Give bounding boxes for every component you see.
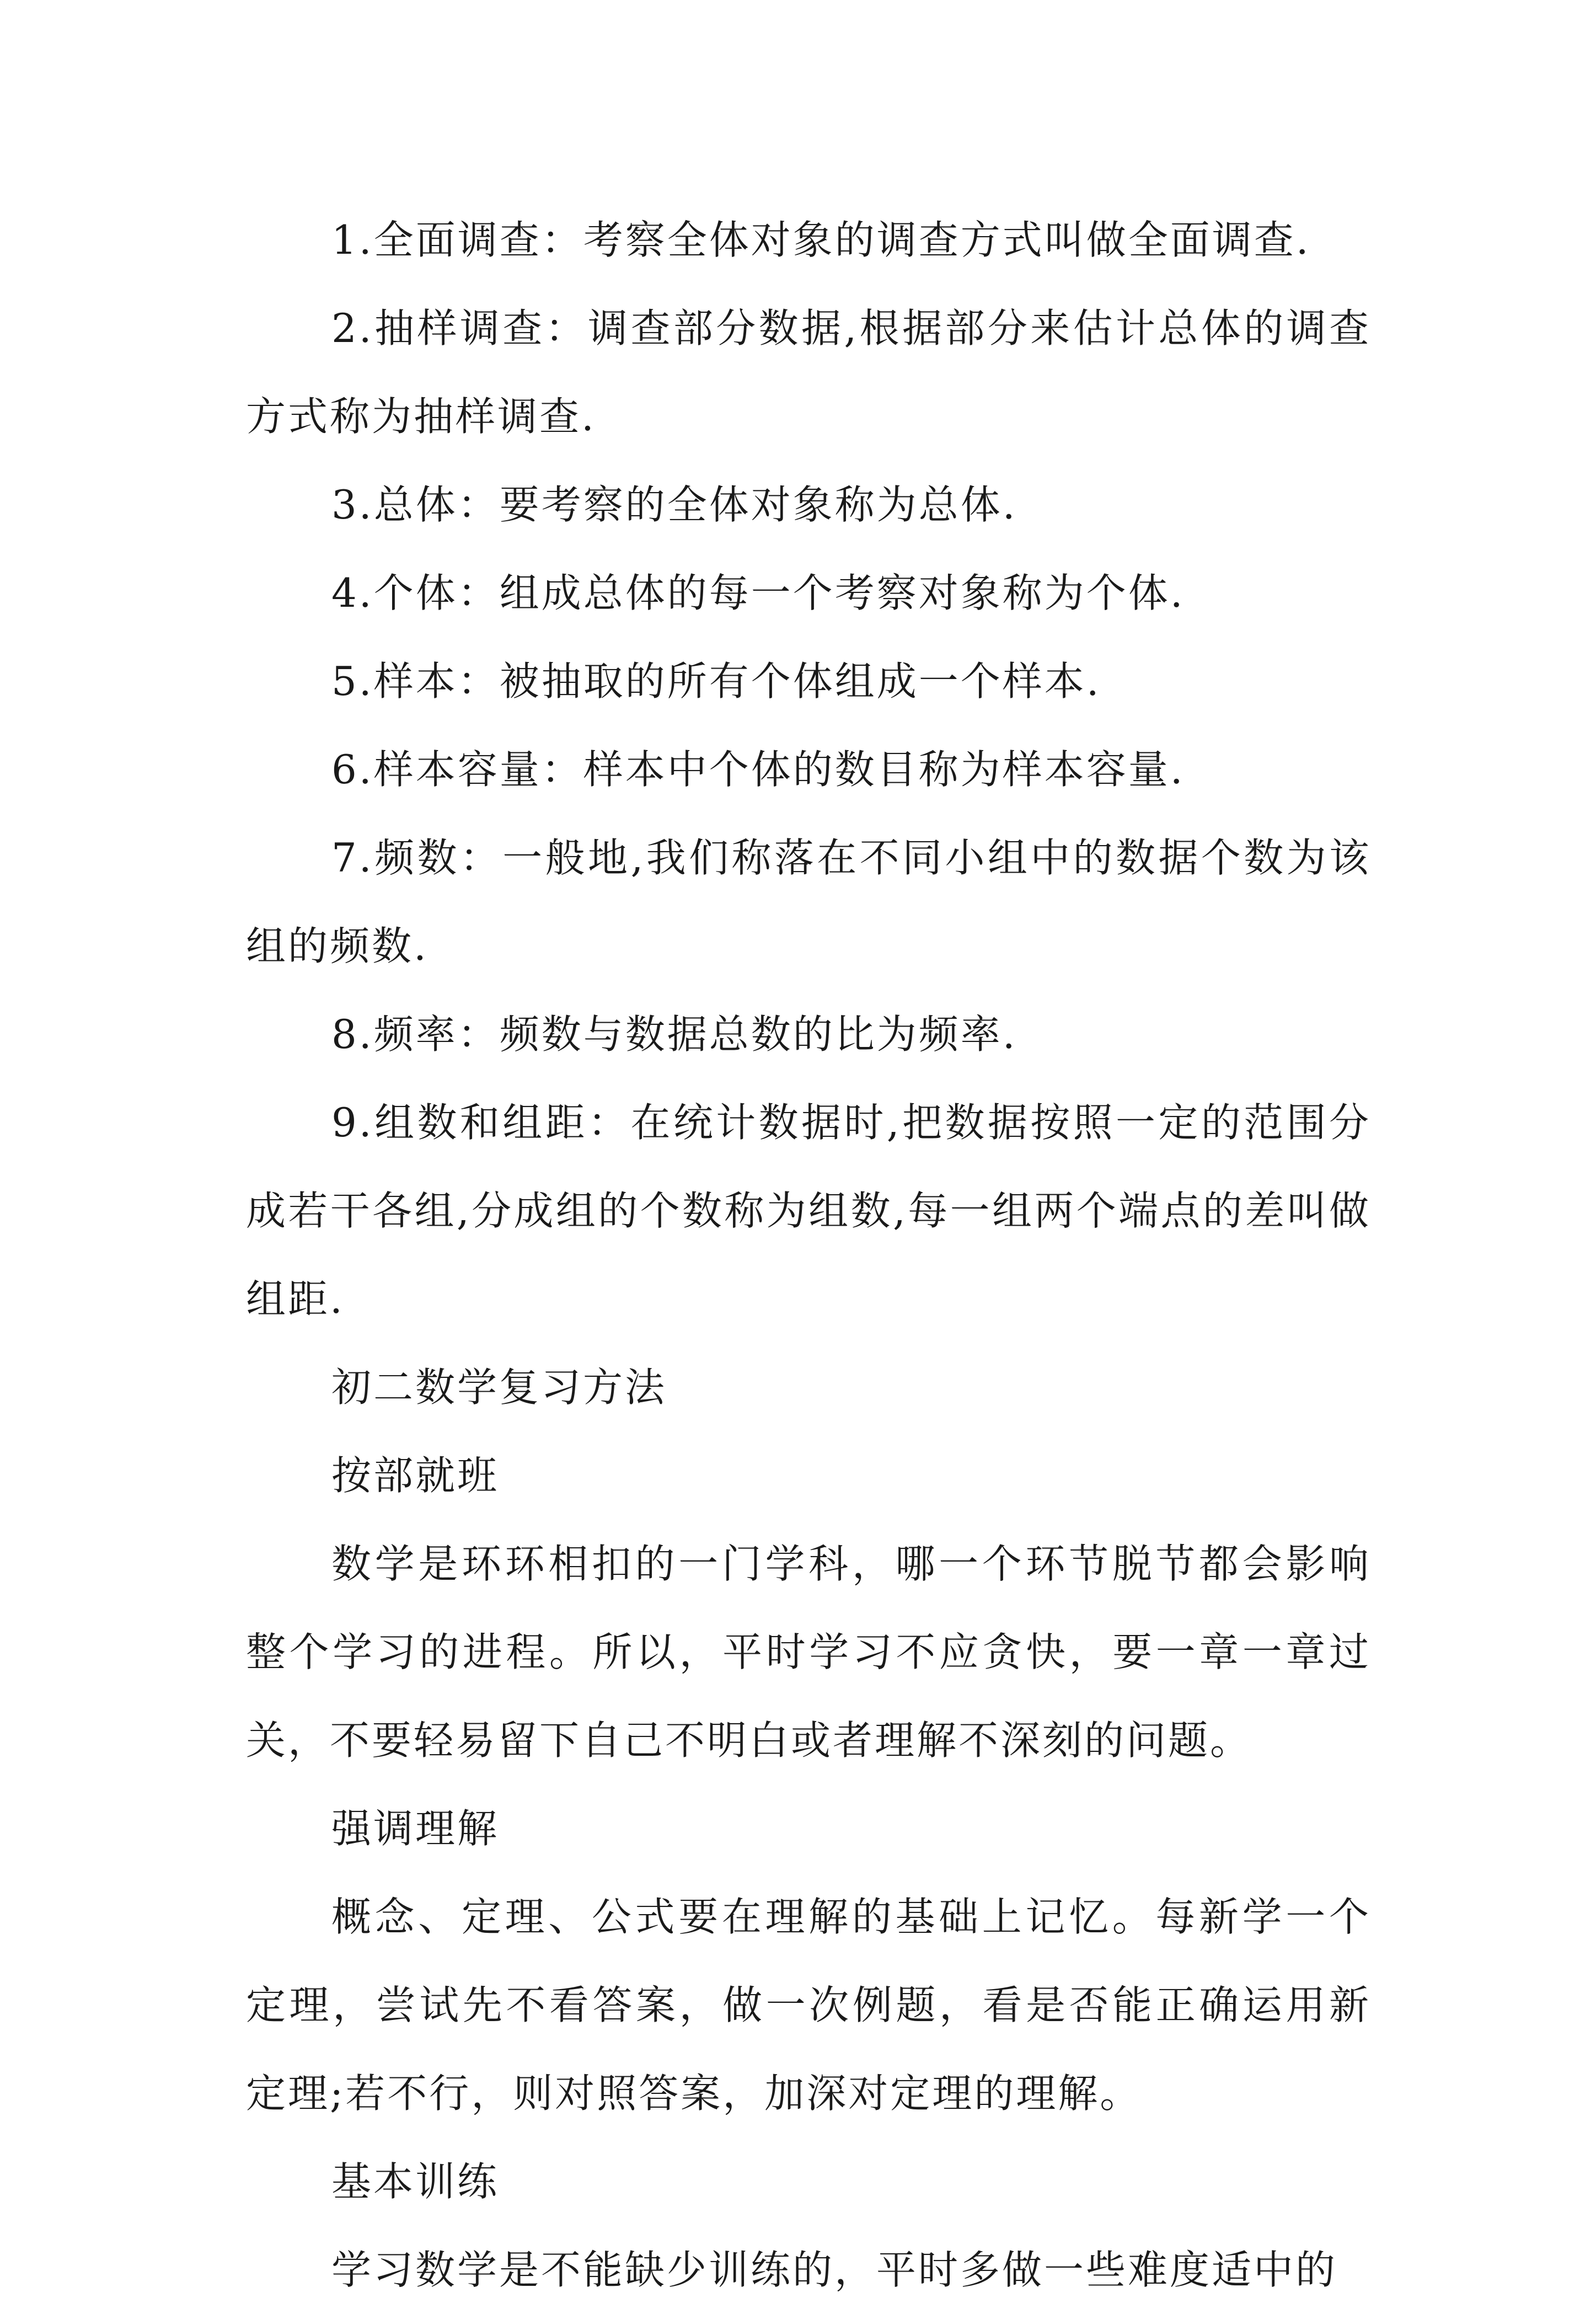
definition-sampling-survey: 2.抽样调查：调查部分数据,根据部分来估计总体的调查方式称为抽样调查. bbox=[246, 305, 1371, 440]
paragraph-emphasize-understanding: 概念、定理、公式要在理解的基础上记忆。每新学一个定理，尝试先不看答案，做一次例题，看是否能正确运用新定理;若不行，则对照答案，加深对定理的理解。 bbox=[246, 1894, 1371, 2117]
document-body bbox=[246, 196, 1371, 2314]
definition-census: 1.全面调查：考察全体对象的调查方式叫做全面调查. bbox=[331, 217, 1311, 263]
definition-sample: 5.样本：被抽取的所有个体组成一个样本. bbox=[331, 658, 1101, 704]
definition-class-number-width: 9.组数和组距：在统计数据时,把数据按照一定的范围分成若干各组,分成组的个数称为组数,每一组两个端点的差叫做组距. bbox=[246, 1099, 1371, 1322]
definition-frequency-count: 7.频数：一般地,我们称落在不同小组中的数据个数为该组的频数. bbox=[246, 835, 1371, 969]
definition-individual: 4.个体：组成总体的每一个考察对象称为个体. bbox=[331, 570, 1185, 616]
section-heading-review-methods: 初二数学复习方法 bbox=[331, 1364, 667, 1410]
definition-population: 3.总体：要考察的全体对象称为总体. bbox=[331, 482, 1017, 528]
paragraph-basic-training: 学习数学是不能缺少训练的，平时多做一些难度适中的 bbox=[331, 2247, 1338, 2293]
subheading-basic-training: 基本训练 bbox=[331, 2158, 500, 2205]
definition-sample-size: 6.样本容量：样本中个体的数目称为样本容量. bbox=[331, 746, 1185, 793]
paragraph-step-by-step: 数学是环环相扣的一门学科，哪一个环节脱节都会影响整个学习的进程。所以，平时学习不应贪快，要一章一章过关，不要轻易留下自己不明白或者理解不深刻的问题。 bbox=[246, 1541, 1371, 1763]
definition-frequency-rate: 8.频率：频数与数据总数的比为频率. bbox=[331, 1011, 1017, 1057]
subheading-emphasize-understanding: 强调理解 bbox=[331, 1805, 500, 1852]
subheading-step-by-step: 按部就班 bbox=[331, 1452, 500, 1499]
